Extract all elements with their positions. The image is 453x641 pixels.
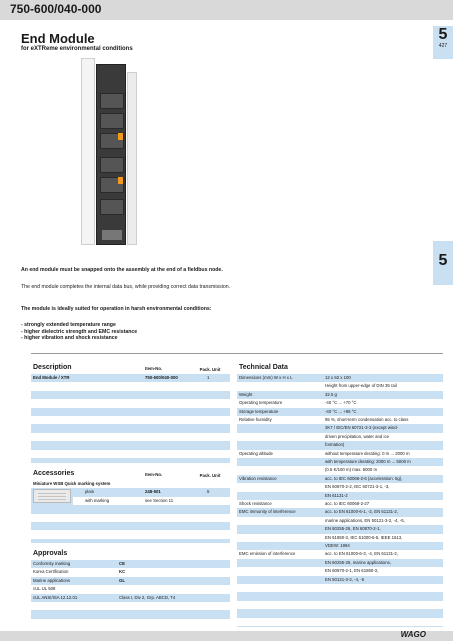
module-label: [102, 230, 122, 240]
tech-row-empty: [237, 601, 443, 609]
module-orange-marker: [118, 133, 123, 140]
row-item-number: see Section 11: [145, 497, 174, 503]
intro-paragraph-3-heading: The module is ideally suited for operation in harsh environmental conditions:: [21, 306, 212, 312]
intro-list-item: - higher dielectric strength and EMC resistance: [21, 328, 138, 335]
tech-row: [237, 492, 443, 500]
section-tab-side[interactable]: [433, 241, 453, 285]
row-item-number: 750-600/040-000: [145, 375, 178, 380]
row-item-number: 248-501: [145, 489, 161, 495]
tech-row: [237, 374, 443, 382]
tech-row: [237, 441, 443, 449]
approval-value: CE: [119, 561, 125, 566]
tech-value: driven precipitation, water and ice: [325, 433, 390, 439]
module-contact: [100, 157, 124, 173]
tech-value: (0.5 K/100 m) max. 5000 m: [325, 467, 378, 473]
tech-row: [237, 550, 443, 558]
approval-row: [31, 594, 230, 602]
row-description: End Module / XTR: [33, 375, 70, 380]
table-row-empty: [31, 619, 230, 627]
module-contact: [100, 93, 124, 109]
tech-key: Operating temperature: [239, 400, 283, 406]
tech-row: [237, 424, 443, 432]
table-row-empty: [31, 416, 230, 424]
tech-value: with temperature derating: 2000 m ... 5000 m: [325, 459, 411, 464]
tech-value: acc. to EN 61000-6-3, -4, EN 61131-2,: [325, 551, 399, 557]
tech-value: -40 °C ... +70 °C: [325, 400, 357, 406]
tech-value: EN 61131-2: [325, 492, 348, 498]
module-body: [96, 64, 126, 245]
tech-value: 32.5 g: [325, 391, 337, 397]
end-module-image: [81, 52, 142, 245]
section-tab-number: 5: [438, 26, 448, 43]
approval-name: cUL ANSI/ISA 12.12.01: [33, 594, 78, 600]
tech-key: EMC immunity of interference: [239, 509, 296, 515]
section-tab-side-number: 5: [438, 252, 448, 269]
tech-value: acc. to EN 61000-6-1, -2, EN 61131-2,: [325, 509, 399, 515]
intro-paragraph-1: An end module must be snapped onto the assembly at the end of a fieldbus node.: [21, 267, 223, 273]
tech-row: [237, 483, 443, 491]
tech-row-empty: [237, 609, 443, 617]
approval-name: Korea Certification: [33, 569, 69, 575]
tech-row: [237, 399, 443, 407]
approvals-header: [31, 543, 230, 560]
tech-value: EN 50121-3-2, -4, -5: [325, 576, 365, 582]
tech-row: [237, 542, 443, 550]
tech-key: Relative humidity: [239, 417, 272, 422]
table-row[interactable]: [31, 374, 230, 382]
tech-row-empty: [237, 584, 443, 592]
part-number: 750-600/040-000: [10, 2, 102, 16]
tech-row: [237, 458, 443, 466]
approval-name: Marine applications: [33, 577, 71, 583]
table-row-empty: [31, 530, 230, 538]
tech-value: formation): [325, 442, 345, 448]
accessories-group: Miniature WSB Quick marking system: [33, 481, 111, 486]
approval-name: Conformity marking: [33, 561, 71, 566]
table-row-empty: [31, 602, 230, 610]
module-contact: [100, 199, 124, 215]
accessories-col-item: Item-No.: [145, 472, 163, 477]
section-tab[interactable]: [433, 26, 453, 59]
approval-row: [31, 560, 230, 568]
table-row-empty: [31, 450, 230, 458]
tech-row: [237, 559, 443, 567]
intro-list-item: - strongly extended temperature range: [21, 322, 116, 328]
accessories-group-row: [31, 480, 230, 488]
page-title: End Module: [21, 31, 95, 46]
header-bar: [0, 0, 453, 20]
tech-row: [237, 567, 443, 575]
tech-row: [237, 517, 443, 525]
tech-value: acc. to IEC 60068-2-6 (acceleration: 5g),: [325, 475, 403, 481]
approval-value: GL: [119, 577, 125, 583]
intro-paragraph-2: The end module completes the internal data bus, while providing correct data transmission.: [21, 284, 231, 290]
description-header: [31, 357, 230, 374]
module-contact: [100, 113, 124, 129]
tech-value: 3K7 / IEC/EN 60721-3-3 (except wind-: [325, 425, 399, 431]
table-row-empty: [31, 433, 230, 441]
technical-data-panel: [237, 357, 443, 627]
page-subtitle: for eXTReme environmental conditions: [21, 46, 133, 52]
tech-row-empty: [237, 618, 443, 626]
tech-row-empty: [237, 592, 443, 600]
tech-row: [237, 508, 443, 516]
page-number: 427: [438, 43, 448, 49]
approval-row: [31, 577, 230, 585]
tech-key: Operating altitude: [239, 450, 273, 456]
module-right-side: [127, 72, 137, 245]
table-row[interactable]: [31, 488, 230, 496]
tech-key: EMC emission of interference: [239, 551, 296, 557]
accessories-header: [31, 463, 230, 480]
tech-value: Height from upper-edge of DIN 35 rail: [325, 383, 397, 389]
table-row-empty: [31, 514, 230, 522]
tech-value: EN 60255-26, marine applications,: [325, 559, 391, 565]
tech-key: Storage temperature: [239, 408, 279, 414]
row-description: with marking: [85, 497, 110, 503]
approval-value: KC: [119, 569, 126, 575]
tech-value: -40 °C ... +85 °C: [325, 408, 357, 414]
accessories-col-pack: Pack. Unit: [199, 472, 221, 478]
tech-row: [237, 534, 443, 542]
tech-value: EN 60870-2-2, IEC 60721-3-1, -3,: [325, 484, 390, 490]
tech-value: EN 60255-26, EN 60870-2-1,: [325, 526, 381, 532]
approval-value: Class I, Div 2, Grp. ABCD, T4: [119, 594, 176, 600]
tech-value: EN 60870-2-1, EN 61850-3,: [325, 568, 379, 574]
tech-row: [237, 525, 443, 533]
tech-value: acc. to IEC 60068-2-27: [325, 501, 370, 506]
ordering-panel: [31, 357, 230, 627]
tech-value: 12 x 62 x 100: [325, 375, 351, 380]
table-row-empty: [31, 382, 230, 390]
approval-row: [31, 568, 230, 576]
row-pack-unit: 1: [207, 375, 210, 380]
row-pack-unit: 5: [207, 489, 210, 495]
module-orange-marker: [118, 177, 123, 184]
description-col-item: Item-No.: [145, 366, 163, 371]
tech-row: [237, 391, 443, 399]
approvals-heading: Approvals: [33, 550, 68, 557]
approval-name: cUL UL 508: [33, 586, 56, 592]
description-heading: Description: [33, 364, 72, 371]
divider: [31, 353, 443, 354]
tech-value: marine applications, EN 50121-3-2, -4, -5,: [325, 517, 405, 523]
tech-key: Shock resistance: [239, 501, 272, 506]
tech-row: [237, 450, 443, 458]
tech-row: [237, 475, 443, 483]
tech-key: Weight: [239, 391, 253, 397]
tech-row: [237, 382, 443, 390]
tech-key: Vibration resistance: [239, 475, 277, 481]
technical-heading: Technical Data: [239, 364, 288, 371]
tech-row: [237, 433, 443, 441]
tech-key: Dimensions (mm) W x H x L: [239, 375, 293, 380]
table-row[interactable]: [73, 497, 230, 505]
approval-row: [31, 585, 230, 593]
tech-value: 95 %, short-term condensation acc. to class: [325, 417, 409, 422]
tech-row: [237, 466, 443, 474]
tech-value: without temperature derating: 0 m ... 2000 m: [325, 450, 410, 456]
tech-row: [237, 416, 443, 424]
wago-logo: WAGO: [400, 630, 426, 639]
module-left-strip: [81, 58, 95, 245]
footer-bar: [0, 631, 453, 641]
description-col-pack: Pack. Unit: [199, 366, 221, 372]
tech-value: VDEW: 1994: [325, 543, 350, 548]
row-description: plain: [85, 489, 95, 495]
accessories-heading: Accessories: [33, 470, 75, 477]
technical-header: [237, 357, 443, 374]
table-row-empty: [31, 399, 230, 407]
tech-row: [237, 576, 443, 584]
tech-value: EN 61850-3, IEC 61000-6-5, IEEE 1613,: [325, 534, 403, 540]
tech-row: [237, 408, 443, 416]
tech-row: [237, 500, 443, 508]
intro-list-item: - higher vibration and shock resistance: [21, 335, 118, 341]
